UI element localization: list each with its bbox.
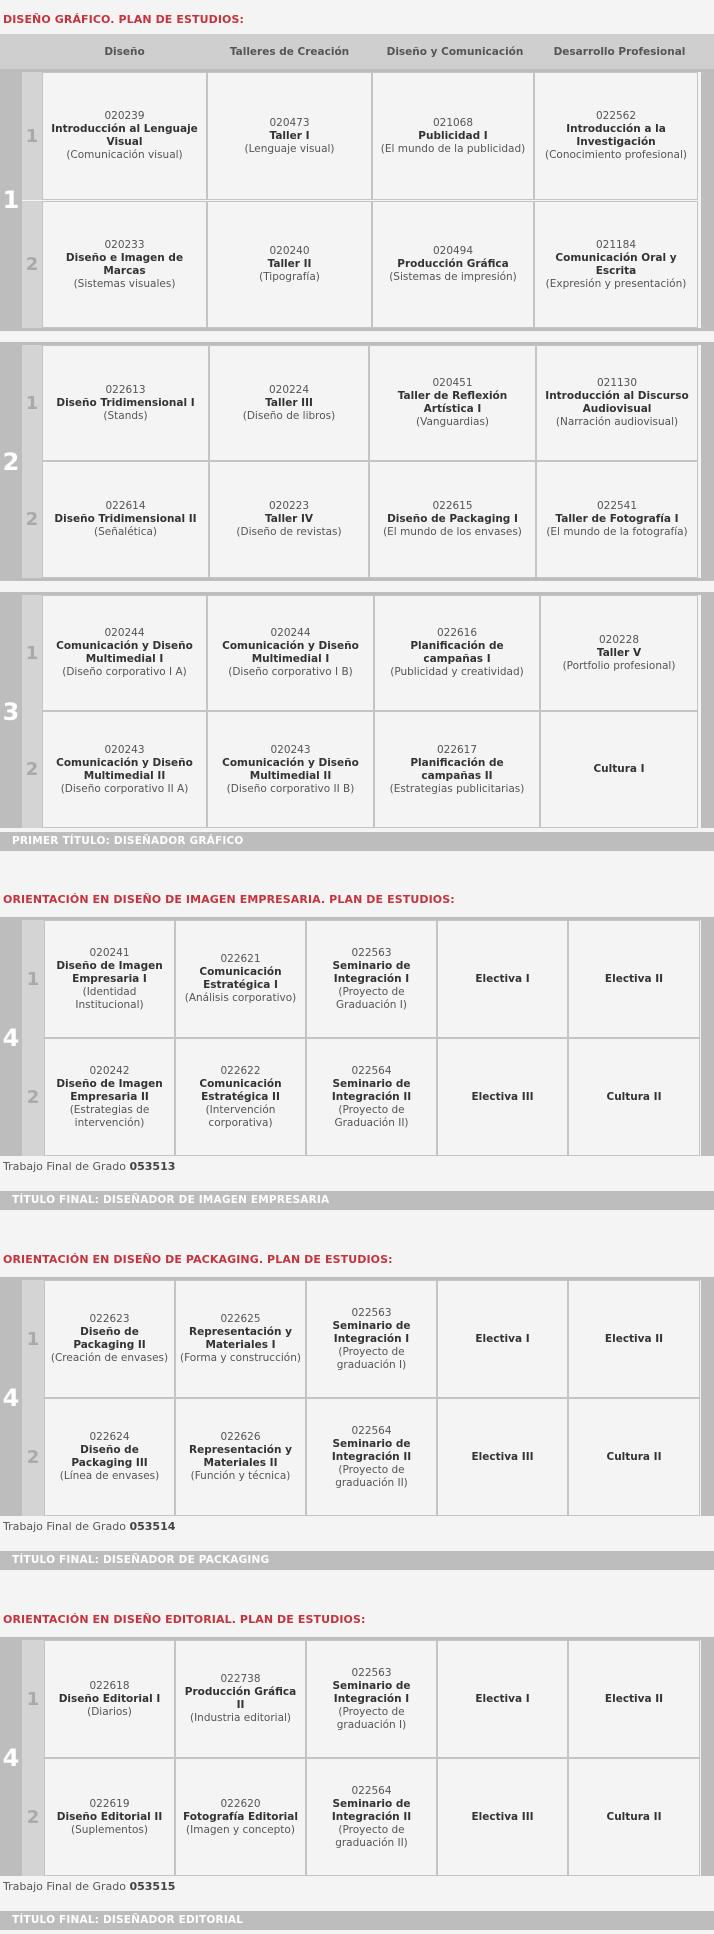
year-label: 3 <box>0 595 22 828</box>
course-description: (Diseño corporativo II B) <box>226 782 355 795</box>
course-name: Electiva III <box>471 1450 534 1463</box>
course-cell <box>437 1640 568 1758</box>
final-project-label: Trabajo Final de Grado <box>3 1880 126 1893</box>
final-project-line <box>3 1880 175 1893</box>
course-description: (Proyecto de Graduación I) <box>336 985 407 1011</box>
course-code: 022614 <box>105 500 146 512</box>
course-name: Planificación de campañas II <box>410 756 504 782</box>
course-cell <box>306 1038 437 1156</box>
course-cell <box>44 1038 175 1156</box>
final-project-label: Trabajo Final de Grado <box>3 1160 126 1173</box>
course-name: Diseño de Packaging III <box>71 1444 148 1469</box>
course-description: (Comunicación visual) <box>66 149 183 161</box>
course-cell <box>175 1640 306 1758</box>
course-cell <box>44 920 175 1038</box>
course-name: Planificación de campañas I <box>410 640 504 665</box>
final-project-line <box>3 1520 175 1533</box>
course-code: 022620 <box>220 1797 261 1810</box>
semester-label: 2 <box>22 1758 44 1876</box>
course-description: (El mundo de los envases) <box>383 526 522 538</box>
course-code: 021184 <box>595 238 637 251</box>
course-cell <box>207 711 374 828</box>
course-description: (Diseño de revistas) <box>236 526 342 538</box>
course-cell <box>372 201 534 328</box>
year-right-border <box>701 345 714 578</box>
course-code: 022621 <box>220 953 261 965</box>
course-name: Seminario de Integración I <box>332 1319 411 1345</box>
course-description: (Diseño corporativo I A) <box>62 666 187 678</box>
title-band: PRIMER TÍTULO: DISEÑADOR GRÁFICO <box>0 832 714 851</box>
year-label: 1 <box>0 72 22 328</box>
course-cell <box>42 711 207 828</box>
course-cell <box>42 595 207 711</box>
course-cell <box>175 1280 306 1398</box>
course-code: 020223 <box>268 500 310 512</box>
course-cell <box>207 201 372 328</box>
course-code: 020224 <box>268 383 310 396</box>
semester-label: 2 <box>22 201 42 328</box>
course-cell <box>306 1758 437 1876</box>
course-description: (Stands) <box>103 409 148 422</box>
section-title: DISEÑO GRÁFICO. PLAN DE ESTUDIOS: <box>3 13 245 26</box>
course-name: Diseño de Packaging I <box>387 513 518 525</box>
course-code: 022564 <box>351 1424 392 1437</box>
semester-label: 1 <box>22 72 42 200</box>
course-code: 022564 <box>351 1784 392 1797</box>
year-label: 4 <box>0 1640 22 1876</box>
course-name: Diseño Tridimensional I <box>56 396 195 409</box>
final-project-code: 053515 <box>129 1880 176 1893</box>
course-code: 022619 <box>89 1797 130 1810</box>
course-name: Introducción a la Investigación <box>566 123 666 148</box>
course-code: 022562 <box>595 110 637 122</box>
section-title: ORIENTACIÓN EN DISEÑO EDITORIAL. PLAN DE ESTUDIOS: <box>3 1613 366 1626</box>
course-code: 022541 <box>596 500 638 512</box>
year-right-border <box>701 595 714 828</box>
course-name: Cultura II <box>606 1090 662 1103</box>
course-cell <box>568 1758 700 1876</box>
course-cell <box>534 72 698 200</box>
course-description: (Lenguaje visual) <box>244 142 335 155</box>
course-description: (Narración audiovisual) <box>555 416 679 428</box>
course-description: (Creación de envases) <box>50 1352 169 1364</box>
course-description: (Proyecto de graduación I) <box>336 1705 407 1731</box>
year-bottom-border <box>0 578 714 581</box>
semester-label: 2 <box>22 1398 44 1516</box>
course-code: 022563 <box>351 946 392 959</box>
course-name: Taller IV <box>264 513 314 525</box>
course-cell <box>175 920 306 1038</box>
final-project-line <box>3 1160 175 1173</box>
course-code: 022626 <box>220 1431 261 1443</box>
course-description: (Publicidad y creatividad) <box>390 666 524 678</box>
course-cell <box>369 345 536 461</box>
course-name: Cultura I <box>593 763 645 775</box>
course-code: 020233 <box>104 238 145 251</box>
course-name: Electiva III <box>471 1090 534 1103</box>
course-description: (Proyecto de Graduación II) <box>334 1103 409 1129</box>
course-description: (Expresión y presentación) <box>545 277 687 290</box>
year-label: 4 <box>0 920 22 1156</box>
course-description: (Conocimiento profesional) <box>544 149 687 161</box>
course-description: (Imagen y concepto) <box>186 1823 295 1836</box>
course-name: Electiva I <box>475 972 530 985</box>
course-code: 021130 <box>596 377 638 389</box>
course-cell <box>175 1398 306 1516</box>
course-cell <box>42 345 209 461</box>
course-name: Comunicación Estratégica I <box>199 966 282 991</box>
column-header: Diseño <box>104 46 145 58</box>
year-bottom-border <box>0 328 714 331</box>
column-header: Desarrollo Profesional <box>553 46 686 58</box>
semester-label: 1 <box>22 920 44 1038</box>
course-name: Diseño Editorial II <box>56 1810 163 1823</box>
course-code: 020243 <box>104 743 145 756</box>
course-cell <box>374 711 540 828</box>
course-code: 022615 <box>432 500 473 512</box>
course-code: 022624 <box>89 1431 130 1443</box>
course-description: (Tipografía) <box>259 271 320 283</box>
course-cell <box>437 1280 568 1398</box>
course-description: (Forma y construcción) <box>180 1352 301 1364</box>
course-name: Electiva I <box>475 1332 530 1345</box>
course-code: 022563 <box>351 1666 392 1679</box>
course-cell <box>306 1640 437 1758</box>
course-cell <box>534 201 698 328</box>
course-name: Taller III <box>265 396 313 409</box>
course-description: (El mundo de la publicidad) <box>380 142 526 155</box>
course-name: Producción Gráfica <box>397 258 509 270</box>
course-code: 020244 <box>270 627 311 639</box>
course-name: Comunicación y Diseño Multimedial II <box>222 756 359 782</box>
course-description: (Señalética) <box>93 526 158 538</box>
semester-label: 1 <box>22 345 42 461</box>
year-right-border <box>701 1280 714 1516</box>
course-cell <box>209 461 369 578</box>
course-name: Cultura II <box>606 1450 662 1463</box>
course-name: Taller de Reflexión Artística I <box>397 390 508 415</box>
course-name: Producción Gráfica II <box>184 1686 297 1711</box>
course-cell <box>568 920 700 1038</box>
course-cell <box>568 1280 700 1398</box>
course-cell <box>306 1280 437 1398</box>
course-description: (El mundo de la fotografía) <box>546 526 688 538</box>
course-description: (Diarios) <box>87 1705 132 1718</box>
course-cell <box>44 1280 175 1398</box>
course-cell <box>437 1398 568 1516</box>
course-name: Taller I <box>269 129 310 142</box>
course-code: 022616 <box>436 627 478 639</box>
course-cell <box>536 345 698 461</box>
course-description: (Identidad Institucional) <box>75 985 144 1011</box>
course-cell <box>175 1758 306 1876</box>
semester-label: 1 <box>22 595 42 711</box>
course-cell <box>42 72 207 200</box>
course-name: Seminario de Integración II <box>331 1437 412 1463</box>
course-cell <box>175 1038 306 1156</box>
course-cell <box>369 461 536 578</box>
course-cell <box>437 1038 568 1156</box>
course-name: Electiva II <box>604 1332 664 1345</box>
course-description: (Industria editorial) <box>189 1712 292 1724</box>
course-description: (Diseño corporativo I B) <box>228 666 353 678</box>
course-name: Comunicación Oral y Escrita <box>555 251 677 277</box>
course-name: Diseño de Imagen Empresaria I <box>56 959 163 985</box>
title-band: TÍTULO FINAL: DISEÑADOR EDITORIAL <box>0 1911 714 1930</box>
course-name: Seminario de Integración II <box>331 1797 412 1823</box>
course-cell <box>437 920 568 1038</box>
course-cell <box>207 595 374 711</box>
course-code: 020240 <box>269 245 310 257</box>
course-code: 020473 <box>269 116 310 129</box>
course-description: (Diseño corporativo II A) <box>60 782 189 795</box>
course-name: Taller de Fotografía I <box>555 513 679 525</box>
course-name: Taller V <box>596 646 642 659</box>
course-code: 020243 <box>270 743 311 756</box>
course-code: 022613 <box>105 383 146 396</box>
course-code: 021068 <box>432 116 474 129</box>
course-cell <box>540 595 698 711</box>
course-code: 020241 <box>89 946 130 959</box>
course-cell <box>306 1398 437 1516</box>
course-name: Diseño de Imagen Empresaria II <box>56 1077 163 1103</box>
course-cell <box>306 920 437 1038</box>
course-name: Comunicación y Diseño Multimedial II <box>56 756 193 782</box>
course-name: Seminario de Integración I <box>332 959 411 985</box>
course-description: (Sistemas visuales) <box>73 277 176 290</box>
course-name: Comunicación Estratégica II <box>199 1077 282 1103</box>
course-cell <box>44 1758 175 1876</box>
course-name: Comunicación y Diseño Multimedial I <box>222 640 359 665</box>
course-description: (Portfolio profesional) <box>562 659 676 672</box>
column-header-bar <box>0 34 714 70</box>
course-description: (Diseño de libros) <box>242 409 336 422</box>
course-name: Electiva I <box>475 1692 530 1705</box>
course-code: 022738 <box>220 1673 261 1685</box>
course-name: Electiva II <box>604 1692 664 1705</box>
title-band: TÍTULO FINAL: DISEÑADOR DE IMAGEN EMPRESARIA <box>0 1191 714 1210</box>
course-code: 022622 <box>220 1064 261 1077</box>
year-right-border <box>701 920 714 1156</box>
course-description: (Proyecto de graduación II) <box>335 1463 408 1489</box>
course-description: (Proyecto de graduación II) <box>335 1823 408 1849</box>
course-code: 022618 <box>89 1679 130 1692</box>
course-code: 020494 <box>432 245 474 257</box>
course-description: (Suplementos) <box>71 1823 148 1836</box>
semester-label: 1 <box>22 1640 44 1758</box>
course-description: (Función y técnica) <box>190 1470 291 1482</box>
course-code: 022563 <box>351 1306 392 1319</box>
course-description: (Análisis corporativo) <box>184 992 297 1004</box>
column-header: Talleres de Creación <box>229 46 350 58</box>
section-title: ORIENTACIÓN EN DISEÑO DE IMAGEN EMPRESARIA. PLAN DE ESTUDIOS: <box>3 893 455 906</box>
course-name: Fotografía Editorial <box>183 1810 298 1823</box>
course-name: Diseño Tridimensional II <box>54 513 197 525</box>
course-cell <box>42 201 207 328</box>
course-name: Diseño Editorial I <box>58 1692 161 1705</box>
course-name: Publicidad I <box>418 129 488 142</box>
column-header: Diseño y Comunicación <box>386 46 524 58</box>
course-code: 022564 <box>351 1064 392 1077</box>
year-label: 4 <box>0 1280 22 1516</box>
course-name: Cultura II <box>606 1810 662 1823</box>
course-name: Diseño de Packaging II <box>73 1326 146 1351</box>
course-code: 020228 <box>598 633 640 646</box>
course-name: Diseño e Imagen de Marcas <box>65 251 184 277</box>
course-description: (Línea de envases) <box>59 1470 160 1482</box>
semester-label: 2 <box>22 461 42 578</box>
course-code: 022617 <box>436 743 478 756</box>
final-project-label: Trabajo Final de Grado <box>3 1520 126 1533</box>
course-name: Seminario de Integración II <box>331 1077 412 1103</box>
course-cell <box>568 1640 700 1758</box>
course-code: 022623 <box>89 1313 130 1325</box>
course-description: (Intervención corporativa) <box>205 1103 276 1129</box>
year-right-border <box>701 1640 714 1876</box>
course-description: (Vanguardias) <box>415 416 490 428</box>
year-label: 2 <box>0 345 22 578</box>
final-project-code: 053514 <box>129 1520 176 1533</box>
course-description: (Estrategias de intervención) <box>69 1103 150 1129</box>
semester-label: 1 <box>22 1280 44 1398</box>
course-description: (Proyecto de graduación I) <box>336 1345 407 1371</box>
course-description: (Sistemas de impresión) <box>389 271 517 283</box>
course-cell <box>42 461 209 578</box>
course-cell <box>437 1758 568 1876</box>
semester-label: 2 <box>22 1038 44 1156</box>
course-code: 020244 <box>104 627 145 639</box>
course-description: (Estrategias publicitarias) <box>389 782 525 795</box>
course-name: Seminario de Integración I <box>332 1679 411 1705</box>
title-band: TÍTULO FINAL: DISEÑADOR DE PACKAGING <box>0 1551 714 1570</box>
course-name: Representación y Materiales II <box>189 1444 292 1469</box>
course-name: Electiva II <box>604 972 664 985</box>
course-code: 022625 <box>220 1313 261 1325</box>
course-code: 020242 <box>89 1064 130 1077</box>
course-name: Taller II <box>267 258 312 270</box>
course-cell <box>568 1038 700 1156</box>
course-name: Introducción al Discurso Audiovisual <box>545 390 689 415</box>
course-cell <box>568 1398 700 1516</box>
course-cell <box>209 345 369 461</box>
course-code: 020451 <box>432 377 473 389</box>
year-right-border <box>701 72 714 328</box>
course-cell <box>540 711 698 828</box>
course-cell <box>207 72 372 200</box>
course-cell <box>374 595 540 711</box>
semester-label: 2 <box>22 711 42 828</box>
course-cell <box>536 461 698 578</box>
course-cell <box>44 1398 175 1516</box>
course-name: Electiva III <box>471 1810 534 1823</box>
course-cell <box>44 1640 175 1758</box>
course-name: Comunicación y Diseño Multimedial I <box>56 640 193 665</box>
final-project-code: 053513 <box>129 1160 176 1173</box>
course-name: Representación y Materiales I <box>189 1326 292 1351</box>
course-cell <box>372 72 534 200</box>
course-name: Introducción al Lenguaje Visual <box>51 123 198 148</box>
course-code: 020239 <box>104 110 145 122</box>
section-title: ORIENTACIÓN EN DISEÑO DE PACKAGING. PLAN DE ESTUDIOS: <box>3 1253 393 1266</box>
